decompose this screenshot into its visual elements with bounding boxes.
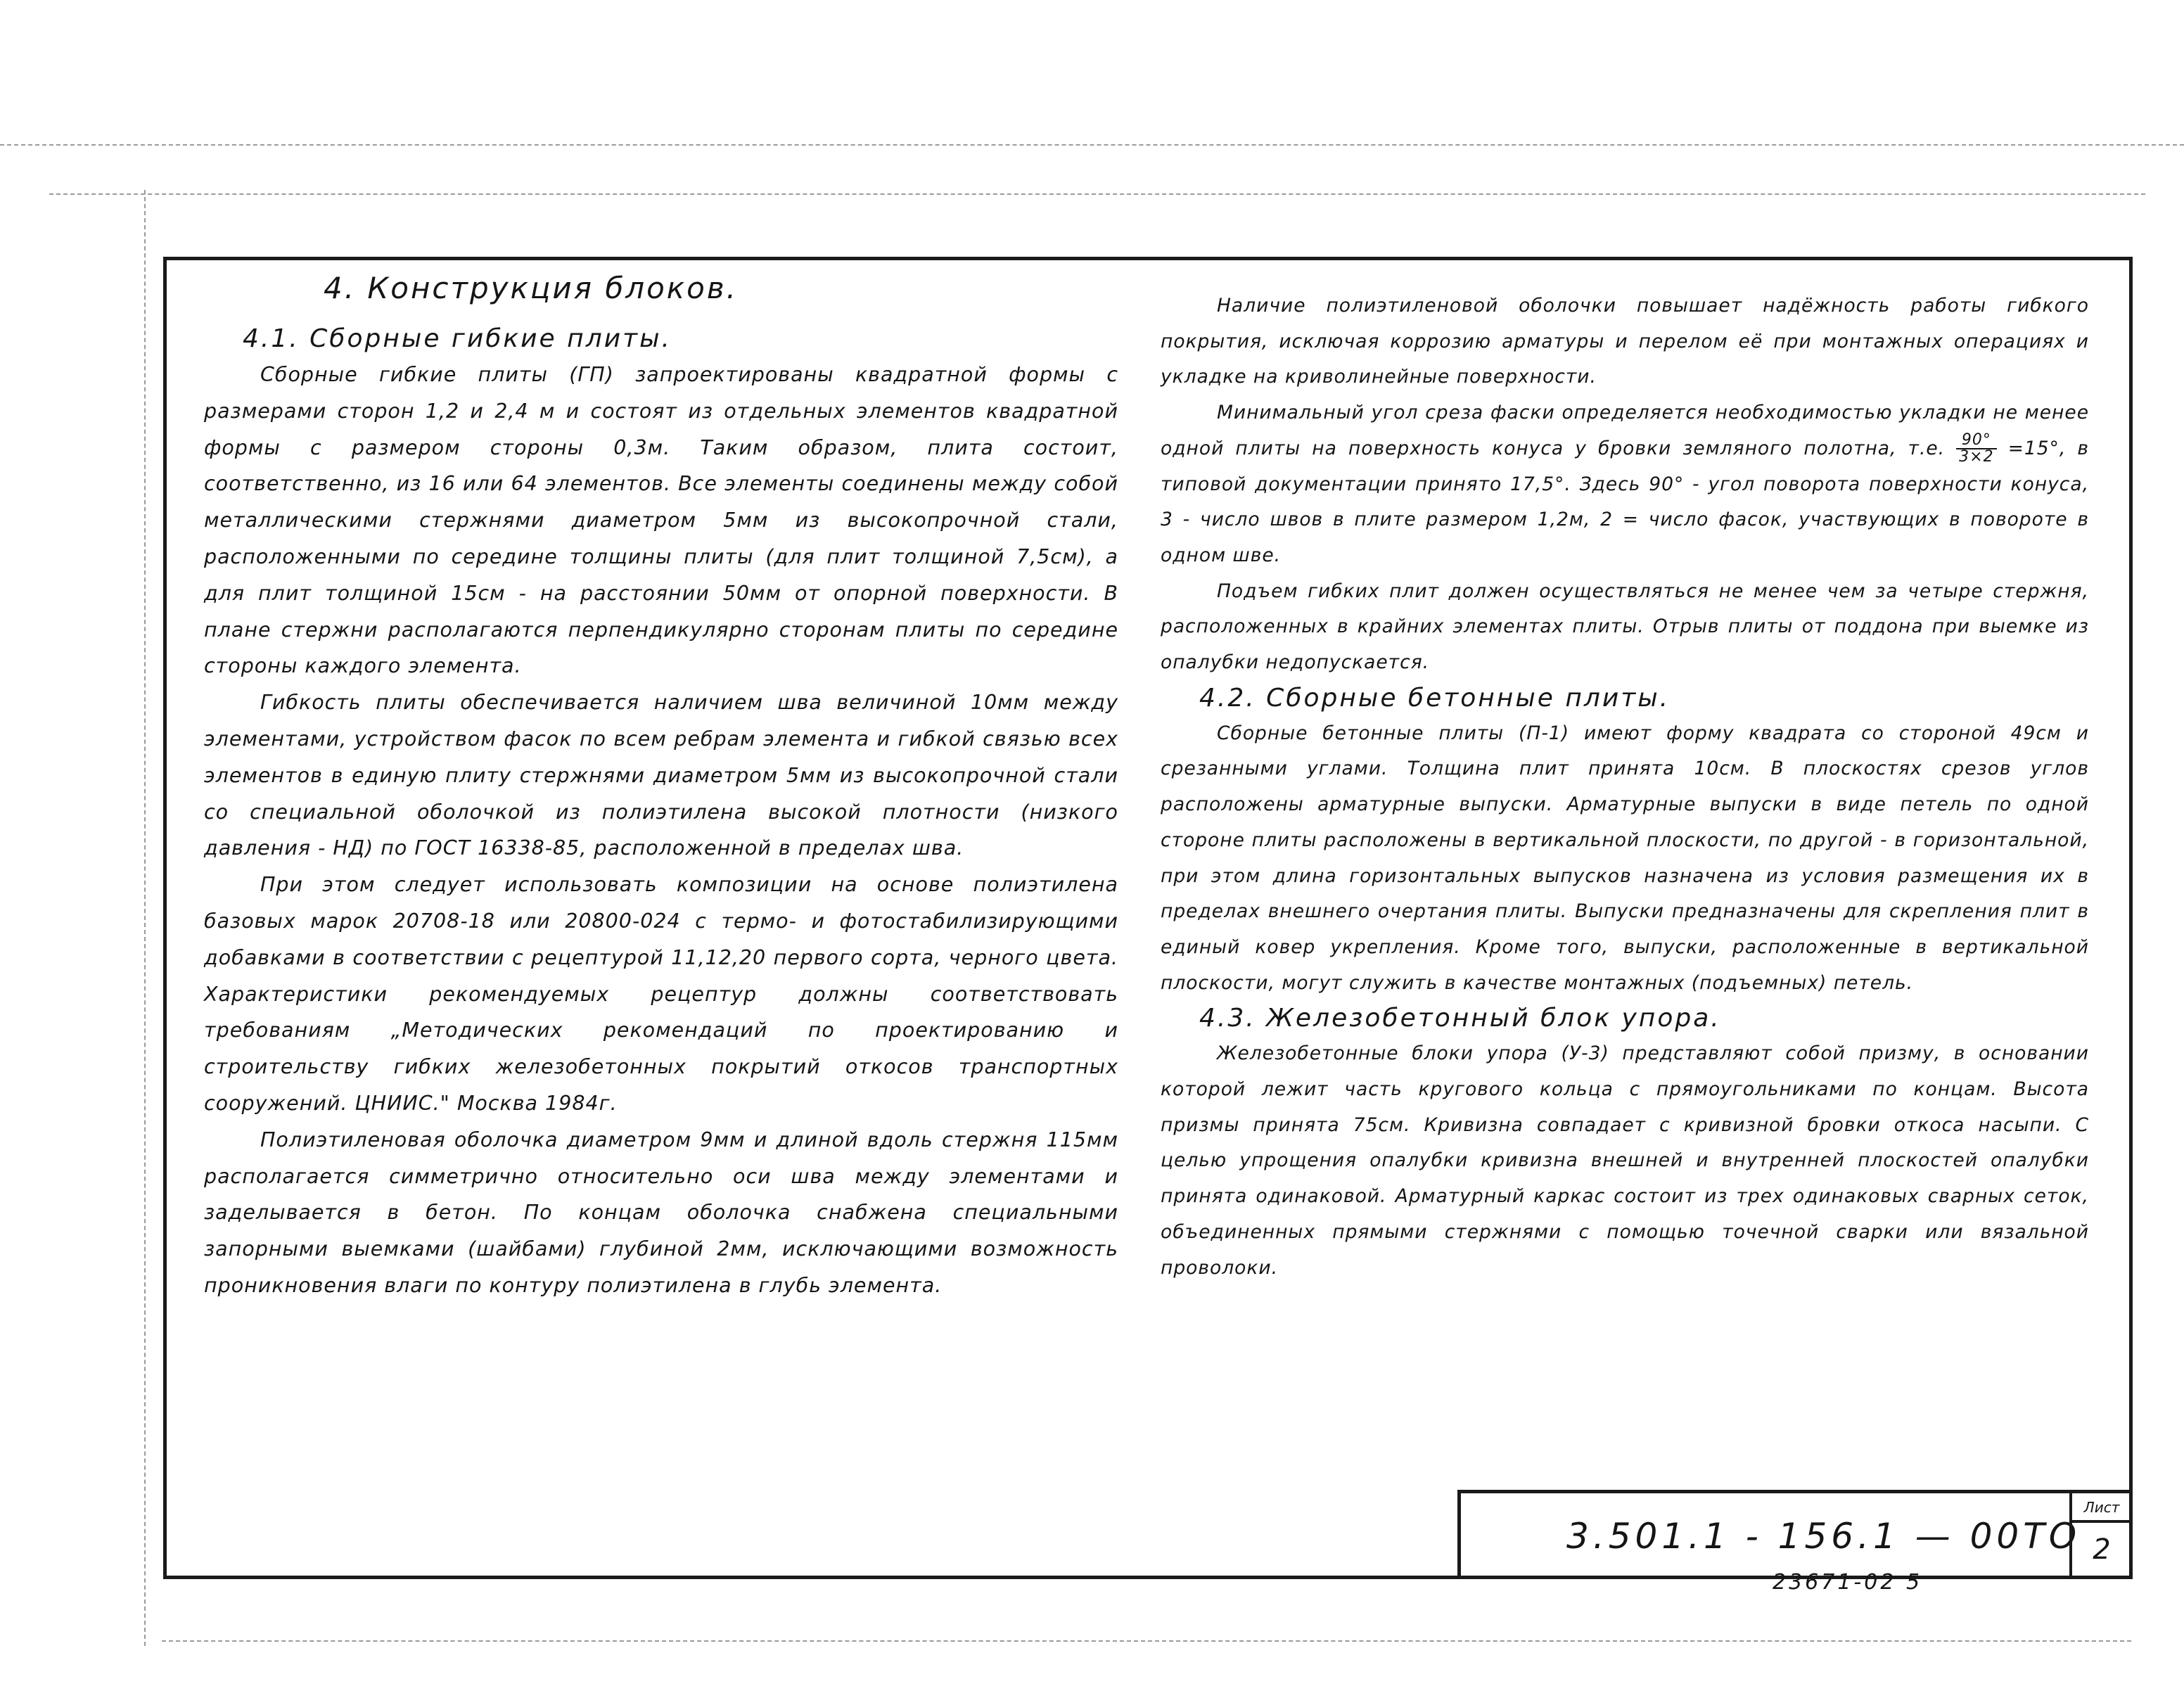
paragraph-concrete-slabs: Сборные бетонные плиты (П-1) имеют форму квадрата со стороной 49см и срезанными углами. Толщина плит принята 10см. В плоскостях срезов углов расположены арматурные выпуски. Арматурные выпуски в виде петель по одной стороне плиты расположены в вертикальной плоскости, по другой - в горизонтальной, при этом длина горизонтальных выпусков назначена из условия размещения их в пределах внешнего очертания плиты. Выпуски предназначены для скрепления плит в единый ковер укрепления. Кроме того, выпуски, расположенные в вертикальной плоскости, могут служить в качестве монтажных (подъемных) петель. — [1161, 722, 2089, 994]
chamfer-text-before: Минимальный угол среза фаски определяется необходимостью укладки не менее одной плиты на поверхность конуса у бровки земляного полотна, т.е. — [1161, 402, 2089, 459]
paragraph-chamfer-angle — [1161, 395, 2089, 574]
paragraph-polyethylene-compositions: При этом следует использовать композиции на основе полиэтилена базовых марок 20708-18 или 20800-024 с термо- и фотостабилизирующими добавками в соответствии с рецептурой 11,12,20 первого сорта, черного цвета. Характеристики рекомендуемых рецептур должны соответствовать требованиям „Методических рекомендаций по проектированию и строительству гибких железобетонных покрытий откосов транспортных сооружений. ЦНИИС." Москва 1984г. — [204, 873, 1118, 1115]
left-column — [204, 271, 1118, 1304]
section-title: 4. Конструкция блоков. — [324, 271, 738, 305]
scan-artifact-upper-line — [49, 193, 2145, 195]
sheet-number: 2 — [2093, 1533, 2111, 1566]
scan-artifact-top-line — [0, 144, 2184, 146]
paragraph-lifting: Подъем гибких плит должен осуществляться не менее чем за четыре стержня, расположенных в крайних элементах плиты. Отрыв плиты от поддона при выемке из опалубки недопускается. — [1161, 580, 2089, 674]
right-column — [1161, 288, 2089, 1286]
paragraph-sheath-benefits: Наличие полиэтиленовой оболочки повышает надёжность работы гибкого покрытия, исключая коррозию арматуры и перелом её при монтажных операциях и укладке на криволинейные поверхности. — [1161, 295, 2089, 388]
paragraph-4-1-intro: Сборные гибкие плиты (ГП) запроектированы квадратной формы с размерами сторон 1,2 и 2,4 м и состоят из отдельных элементов квадратной формы с размером стороны 0,3м. Таким образом, плита состоит, соответственно, из 16 или 64 элементов. Все элементы соединены между собой металлическими стержнями диаметром 5мм из высокопрочной стали, расположенными по середине толщины плиты (для плит толщиной 7,5см), а для плит толщиной 15см - на расстоянии 50мм от опорной поверхности. В плане стержни располагаются перпендикулярно сторонам плиты по середине стороны каждого элемента. — [204, 363, 1118, 678]
document-code: 3.501.1 - 156.1 — 00ТО — [1566, 1516, 2081, 1557]
formula-denominator: 3×2 — [1959, 448, 1994, 466]
title-block-stamp — [1457, 1490, 2131, 1577]
scan-artifact-bottom-line — [162, 1640, 2131, 1642]
subsection-4-3-title: 4.3. Железобетонный блок упора. — [1199, 1004, 1721, 1033]
paragraph-stop-block: Железобетонные блоки упора (У-3) представляют собой призму, в основании которой лежит часть кругового кольца с прямоугольниками по концам. Высота призмы принята 75см. Кривизна совпадает с кривизной бровки откоса насыпи. С целью упрощения опалубки кривизна внешней и внутренней плоскостей опалубки принята одинаковой. Арматурный каркас состоит из трех одинаковых сварных сеток, объединенных прямыми стержнями с помощью точечной сварки или вязальной проволоки. — [1161, 1042, 2089, 1279]
chamfer-text-after: =15°, в типовой документации принято 17,5°. Здесь 90° - угол поворота поверхности конуса, 3 - число швов в плите размером 1,2м, 2 = число фасок, участвующих в повороте в одном шве. — [1161, 437, 2089, 566]
formula-numerator: 90° — [1956, 433, 1996, 449]
scan-artifact-left-edge — [144, 190, 146, 1646]
paragraph-polyethylene-sheath: Полиэтиленовая оболочка диаметром 9мм и длиной вдоль стержня 115мм располагается симметрично относительно оси шва между элементами и заделывается в бетон. По концам оболочка снабжена специальными запорными выемками (шайбами) глубиной 2мм, исключающими возможность проникновения влаги по контуру полиэтилена в глубь элемента. — [204, 1128, 1118, 1297]
angle-formula — [1956, 433, 1996, 465]
paragraph-flexibility: Гибкость плиты обеспечивается наличием шва величиной 10мм между элементами, устройством фасок по всем ребрам элемента и гибкой связью всех элементов в единую плиту стержнями диаметром 5мм из высокопрочной стали со специальной оболочкой из полиэтилена высокой плотности (низкого давления - НД) по ГОСТ 16338-85, расположенной в пределах шва. — [204, 691, 1118, 860]
sheet-label: Лист — [2072, 1493, 2131, 1523]
archive-code: 23671-02 5 — [1773, 1570, 1923, 1595]
sheet-cell — [2069, 1493, 2131, 1577]
subsection-4-1-title: 4.1. Сборные гибкие плиты. — [243, 324, 672, 353]
subsection-4-2-title: 4.2. Сборные бетонные плиты. — [1199, 683, 1671, 713]
